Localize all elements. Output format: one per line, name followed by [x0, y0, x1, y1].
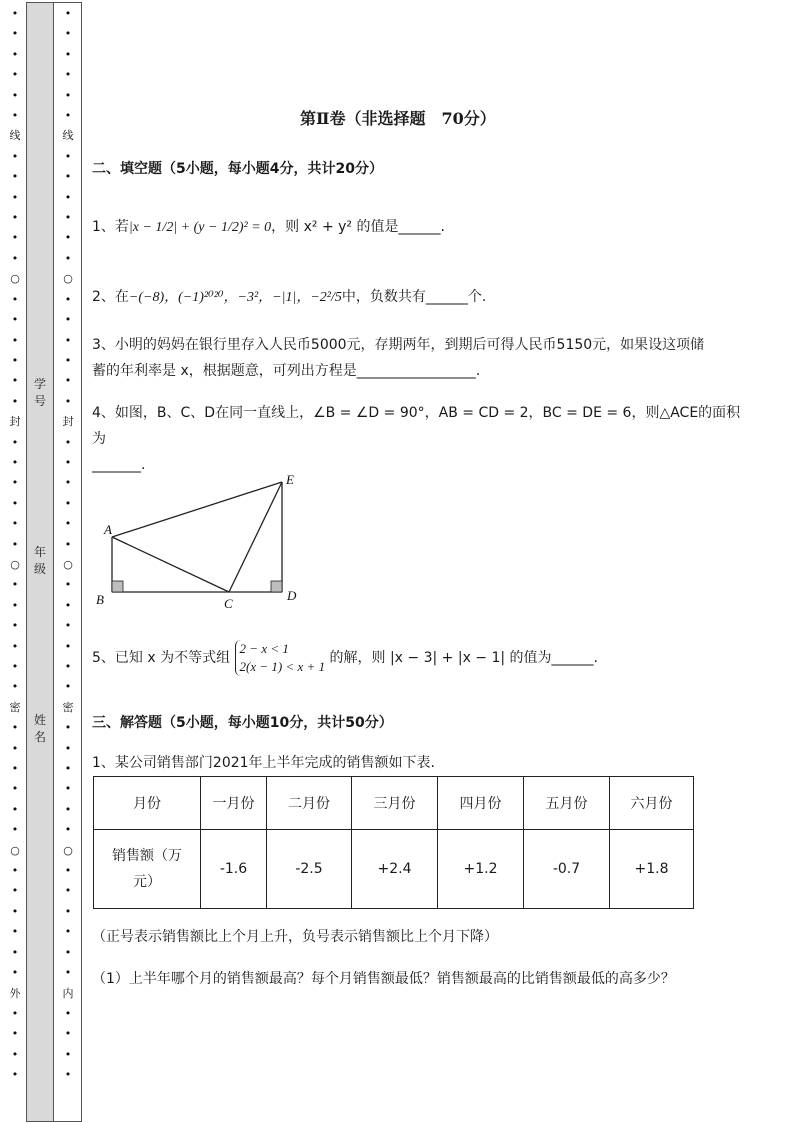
label-B: B	[96, 592, 104, 607]
page-title: 第Ⅱ卷（非选择题 70分）	[300, 109, 496, 128]
table-cell: +1.2	[438, 830, 524, 909]
right-angle-B	[112, 581, 123, 592]
q1-expression: |x − 1/2| + (y − 1/2)² = 0	[128, 220, 272, 235]
table-cell: -1.6	[201, 830, 267, 909]
field-student-id: 学号	[33, 377, 46, 408]
outer-dot-column: • • • • • • 线 • • • • • • ○ • • • • • • 封 • • • • • • ○ • • • • • • 密 • • • • • • ○ • • • • • • 外 • • • •	[9, 7, 21, 1082]
triangle-figure	[92, 466, 312, 616]
label-E: E	[286, 472, 294, 487]
table-header-cell: 五月份	[524, 777, 610, 830]
binding-margin	[0, 0, 82, 1123]
q2-expression: −(−8)，(−1)²⁰²⁰，−3²，−|1|，−2²/5	[128, 290, 342, 305]
table-cell: -2.5	[267, 830, 352, 909]
table-header-row	[94, 777, 694, 830]
table-header-cell: 四月份	[438, 777, 524, 830]
question-2-2: 2、在−(−8)，(−1)²⁰²⁰，−3²，−|1|，−2²/5中，负数共有______个.	[92, 289, 487, 305]
inner-dot-column: • • • • • • 线 • • • • • • ○ • • • • • • 封 • • • • • • ○ • • • • • • 密 • • • • • • ○ • • • • • • 内 • • • •	[62, 7, 74, 1082]
table-row-label: 销售额（万 元）	[94, 830, 201, 909]
segment-AE	[112, 482, 282, 537]
question-3-1-intro: 1、某公司销售部门2021年上半年完成的销售额如下表.	[92, 755, 435, 771]
table-cell: +1.8	[610, 830, 694, 909]
section-answer-heading: 三、解答题（5小题，每小题10分，共计50分）	[92, 715, 393, 731]
table-header-cell: 月份	[94, 777, 201, 830]
section-fill-in-heading: 二、填空题（5小题，每小题4分，共计20分）	[92, 161, 383, 177]
table-header-cell: 二月份	[267, 777, 352, 830]
field-name: 姓名	[33, 713, 46, 744]
table-note: （正号表示销售额比上个月上升，负号表示销售额比上个月下降）	[92, 929, 498, 945]
table-row	[94, 830, 694, 909]
label-A: A	[104, 522, 112, 537]
segment-AC	[112, 537, 229, 592]
field-grade: 年级	[33, 545, 46, 576]
question-3-1-sub1: （1）上半年哪个月的销售额最高？每个月销售额最低？销售额最高的比销售额最低的高多少？	[92, 971, 675, 987]
label-D: D	[287, 588, 297, 603]
question-2-3: 3、小明的妈妈在银行里存入人民币5000元，存期两年，到期后可得人民币5150元，如果设这项储 蓄的年利率是 x，根据题意，可列出方程是_________________.	[92, 337, 705, 379]
question-2-4: 4、如图，B、C、D在同一直线上，∠B = ∠D = 90°，AB = CD = 2，BC = DE = 6，则△ACE的面积为 _______.	[92, 405, 741, 473]
question-2-5: 5、已知 x 为不等式组 2 − x < 1 2(x − 1) < x + 1 的解，则 |x − 3| + |x − 1| 的值为______.	[92, 641, 599, 674]
table-header-cell: 三月份	[352, 777, 438, 830]
table-header-cell: 六月份	[610, 777, 694, 830]
table-cell: +2.4	[352, 830, 438, 909]
sales-table	[93, 776, 694, 909]
table-header-cell: 一月份	[201, 777, 267, 830]
table-cell: -0.7	[524, 830, 610, 909]
right-angle-D	[271, 581, 282, 592]
segment-CE	[229, 482, 282, 592]
inequality-system: 2 − x < 1 2(x − 1) < x + 1	[235, 640, 326, 676]
label-C: C	[224, 596, 233, 611]
question-2-1: 1、若|x − 1/2| + (y − 1/2)² = 0，则 x² + y² 的值是______.	[92, 219, 445, 235]
